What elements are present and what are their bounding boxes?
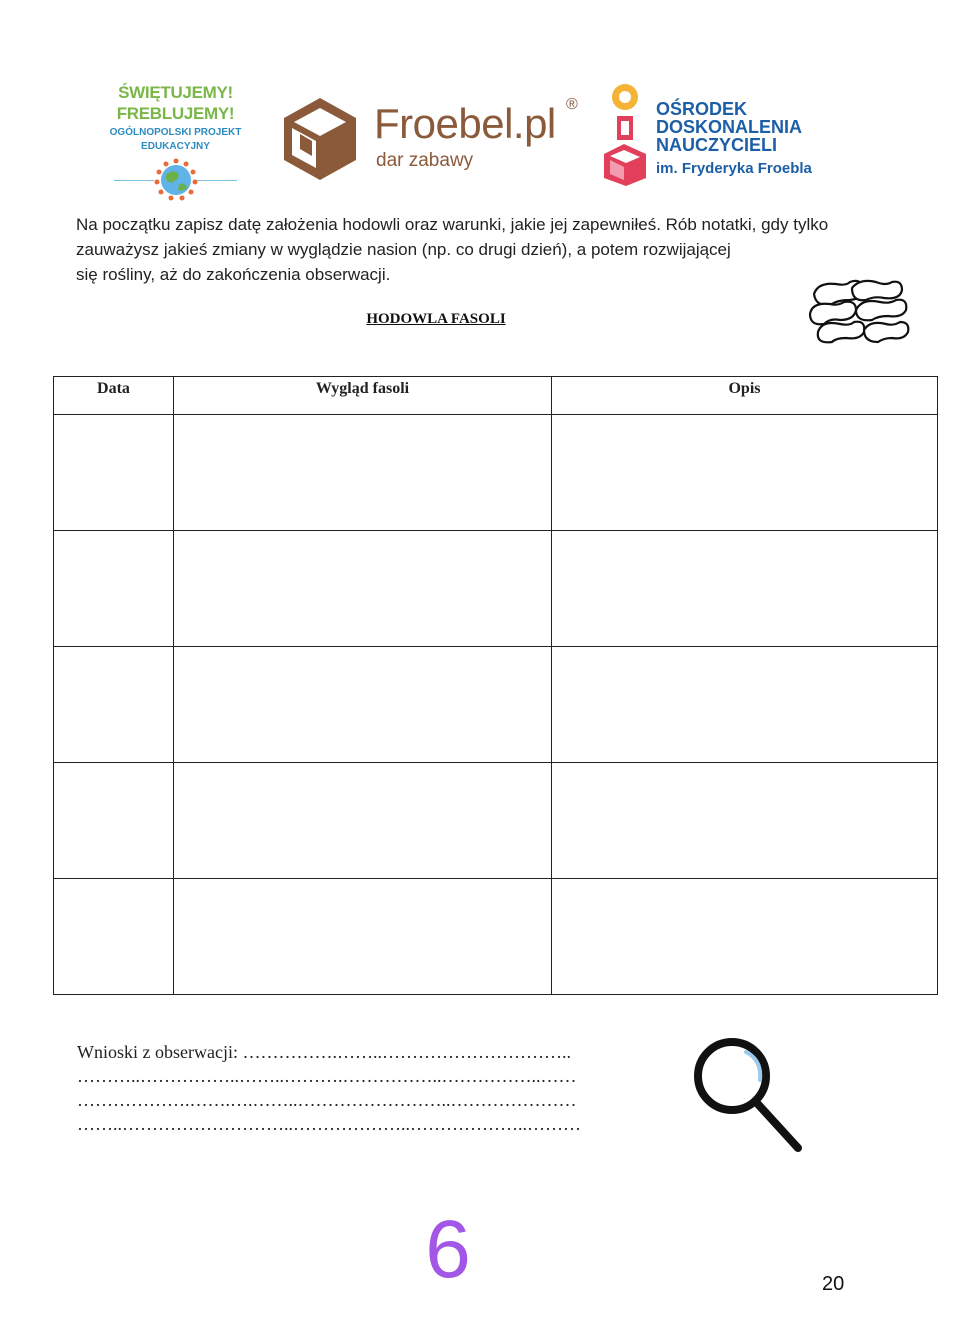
- appearance-cell[interactable]: [174, 531, 552, 647]
- date-cell[interactable]: [54, 879, 174, 995]
- institute-logo: [598, 82, 838, 192]
- big-number: 6: [425, 1204, 471, 1295]
- appearance-cell[interactable]: [174, 879, 552, 995]
- table-row: [54, 647, 938, 763]
- table-header-row: [54, 377, 938, 415]
- registered-mark: ®: [566, 96, 578, 113]
- observation-table: [53, 376, 938, 995]
- appearance-cell[interactable]: [174, 763, 552, 879]
- conclusions-line[interactable]: ………..……………..……..……….……………..……………..……: [77, 1066, 577, 1086]
- instruction-text: [76, 212, 886, 287]
- date-cell[interactable]: [54, 531, 174, 647]
- institute-line-3: NAUCZYCIELI: [656, 135, 777, 155]
- conclusions-line[interactable]: ……..………………………..………………..………………..………: [77, 1114, 581, 1134]
- table-row: [54, 763, 938, 879]
- description-cell[interactable]: [552, 531, 938, 647]
- description-cell[interactable]: [552, 415, 938, 531]
- conclusions-line[interactable]: ……………….…….….……..……………………..…………………: [77, 1090, 577, 1110]
- column-header-appearance: Wygląd fasoli: [174, 377, 552, 415]
- beans-icon: [804, 276, 914, 348]
- worksheet-title: HODOWLA FASOLI: [366, 311, 506, 327]
- globe-icon: [153, 157, 199, 203]
- page-number: 20: [822, 1273, 845, 1295]
- logo-line-3: OGÓLNOPOLSKI PROJEKT: [109, 127, 242, 138]
- froebel-tagline: dar zabawy: [376, 150, 474, 171]
- logo-line-1: ŚWIĘTUJEMY!: [118, 83, 233, 102]
- instruction-line-2: zauważysz jakieś zmiany w wyglądzie nasion (np. co drugi dzień), a potem rozwijającej: [76, 240, 731, 259]
- date-cell[interactable]: [54, 763, 174, 879]
- conclusions-section: [77, 1040, 647, 1136]
- blocks-icon: [600, 82, 650, 186]
- celebrate-logo: [108, 82, 243, 207]
- date-cell[interactable]: [54, 415, 174, 531]
- table-row: [54, 879, 938, 995]
- froebel-cube-icon: [278, 94, 362, 184]
- appearance-cell[interactable]: [174, 415, 552, 531]
- instruction-line-1: Na początku zapisz datę założenia hodowli oraz warunki, jakie jej zapewniłeś. Rób notatki, gdy tylko: [76, 215, 829, 234]
- table-row: [54, 415, 938, 531]
- table-row: [54, 531, 938, 647]
- column-header-date: Data: [54, 377, 174, 415]
- institute-line-1: OŚRODEK: [656, 99, 748, 119]
- appearance-cell[interactable]: [174, 647, 552, 763]
- column-header-description: Opis: [552, 377, 938, 415]
- froebel-logo: [278, 92, 588, 187]
- conclusions-label: Wnioski z obserwacji:: [77, 1042, 238, 1062]
- magnifier-icon: [692, 1036, 807, 1156]
- description-cell[interactable]: [552, 763, 938, 879]
- description-cell[interactable]: [552, 647, 938, 763]
- institute-line-2: DOSKONALENIA: [656, 117, 803, 137]
- instruction-line-3: się rośliny, aż do zakończenia obserwacji.: [76, 265, 391, 284]
- logo-line-2: FREBLUJEMY!: [116, 104, 235, 123]
- conclusions-line[interactable]: …………….……..…………………………..: [242, 1042, 571, 1062]
- date-cell[interactable]: [54, 647, 174, 763]
- institute-line-4: im. Fryderyka Froebla: [656, 160, 812, 177]
- froebel-brand: Froebel.pl: [374, 100, 556, 147]
- description-cell[interactable]: [552, 879, 938, 995]
- logo-line-4: EDUKACYJNY: [141, 141, 210, 152]
